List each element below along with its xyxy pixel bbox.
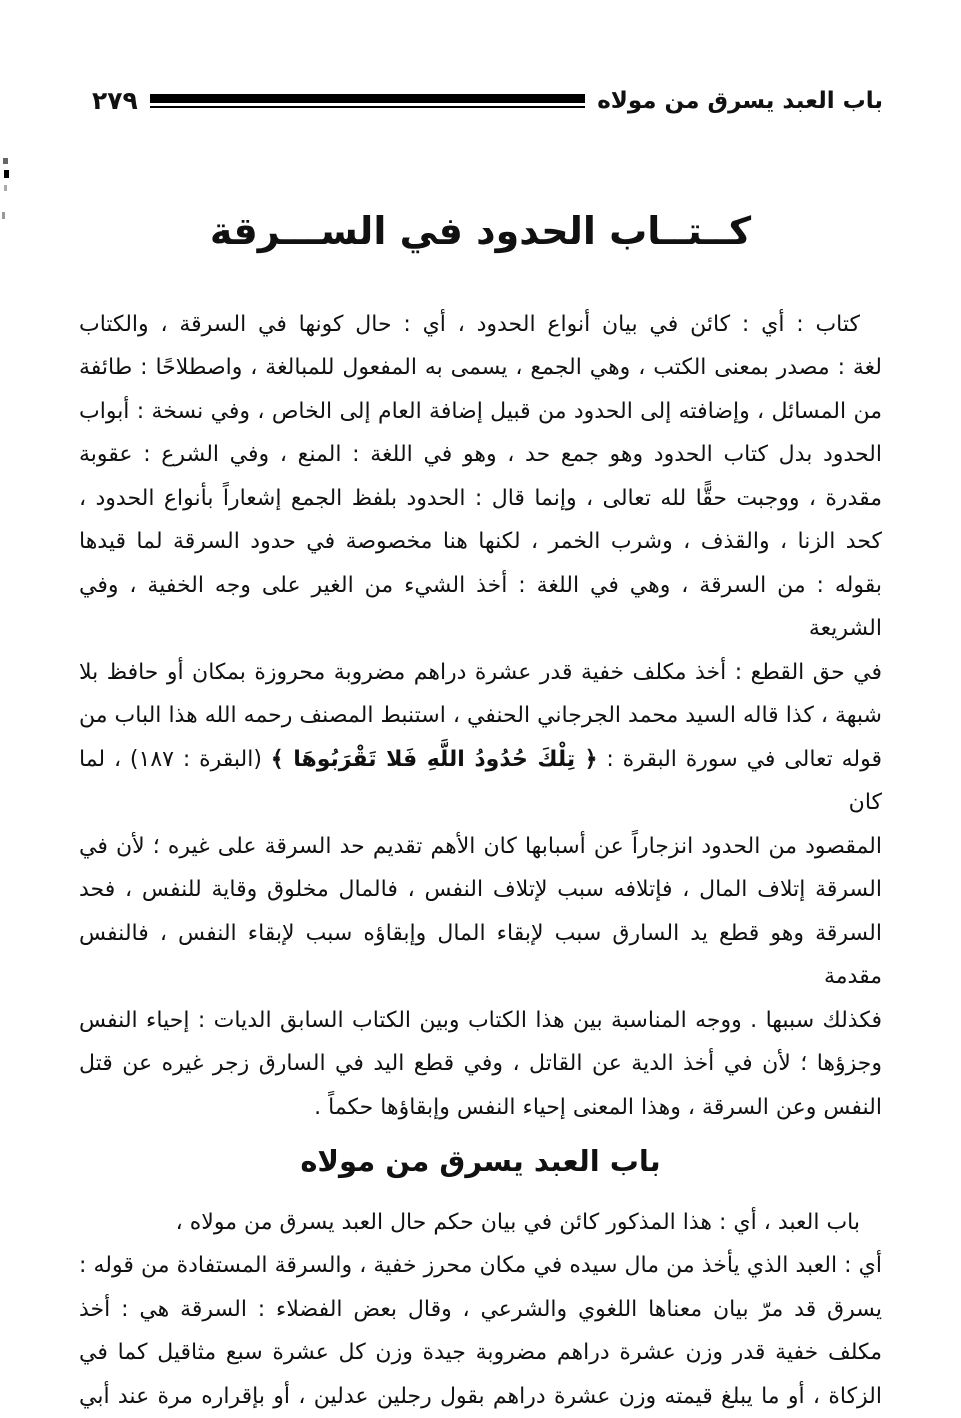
verse-line-post: (البقرة : ١٨٧) ، لما كان (79, 746, 882, 816)
header-rule-thin-line (150, 106, 585, 108)
text-line: وجزؤها ؛ لأن في أخذ الدية عن القاتل ، وفي قطع اليد في السارق زجر غيره عن قتل (79, 1051, 882, 1077)
text-line: السرقة إتلاف المال ، فإتلافه سبب لإتلاف النفس ، فالمال مخلوق وقاية للنفس ، فحد (79, 877, 882, 903)
text-line: كتاب : أي : كائن في بيان أنواع الحدود ، أي : حال كونها في السرقة ، والكتاب (79, 311, 860, 337)
verse-line-pre: قوله تعالى في سورة البقرة : (597, 746, 883, 772)
text-line: الحدود بدل كتاب الحدود وهو جمع حد ، وهو في اللغة : المنع ، وفي الشرع : عقوبة (79, 442, 882, 468)
text-line: النفس وعن السرقة ، وهذا المعنى إحياء النفس وإبقاؤها حكماً . (314, 1094, 882, 1120)
text-line: مكلف خفية قدر وزن عشرة دراهم مضروبة جيدة وزن كل عشرة سبع مثاقيل كما في (79, 1340, 882, 1366)
text-line-with-quran-verse (79, 738, 882, 825)
text-line: مقدرة ، ووجبت حقًّا لله تعالى ، وإنما قال : الحدود بلفظ الجمع إشعاراً بأنواع الحدود ، (79, 485, 882, 511)
text-line: يسرق قد مرّ بيان معناها اللغوي والشرعي ، وقال بعض الفضلاء : السرقة هي : أخذ (79, 1296, 882, 1322)
header-rule-thick-bar (150, 94, 585, 103)
text-line: من المسائل ، وإضافته إلى الحدود من قبيل إضافة العام إلى الخاص ، وفي نسخة : أبواب (79, 398, 882, 424)
scan-speck (4, 170, 9, 178)
text-line: المقصود من الحدود انزجاراً عن أسبابها كان الأهم تقديم حد السرقة على غيره ؛ لأن في (79, 833, 882, 859)
text-line: السرقة وهو قطع يد السارق سبب لإبقاء المال وإبقاؤه سبب لإبقاء النفس ، فالنفس مقدمة (79, 920, 882, 990)
text-line: في حق القطع : أخذ مكلف خفية قدر عشرة دراهم مضروبة محروزة بمكان أو حافظ بلا (79, 659, 882, 685)
text-line: كحد الزنا ، والقذف ، وشرب الخمر ، لكنها هنا مخصوصة في حدود السرقة لما قيدها (79, 529, 882, 555)
chapter-heading: باب العبد يسرق من مولاه (300, 1144, 661, 1179)
running-chapter-title: باب العبد يسرق من مولاه (597, 87, 883, 114)
bab-commentary-paragraph (0, 1201, 961, 1418)
quran-verse: ﴿ تِلْكَ حُدُودُ اللَّهِ فَلا تَقْرَبُوهَا ﴾ (270, 746, 598, 772)
text-line: فكذلك سببها . ووجه المناسبة بين هذا الكتاب وبين الكتاب السابق الديات : إحياء النفس (79, 1007, 882, 1033)
scan-speck (3, 158, 8, 164)
text-line: شبهة ، كذا قاله السيد محمد الجرجاني الحنفي ، استنبط المصنف رحمه الله هذا الباب من (79, 703, 882, 729)
text-line: باب العبد ، أي : هذا المذكور كائن في بيان حكم حال العبد يسرق من مولاه ، (175, 1209, 860, 1235)
page-header (0, 86, 961, 115)
scan-speck (4, 185, 7, 191)
text-line: لغة : مصدر بمعنى الكتب ، وهي الجمع ، يسمى به المفعول للمبالغة ، واصطلاحًا : طائفة (79, 355, 882, 381)
kitab-commentary-paragraph (0, 303, 961, 1130)
page-number: ٢٧٩ (92, 86, 138, 115)
book-title: كــتــاب الحدود في الســـرقة (209, 209, 752, 253)
text-line: الزكاة ، أو ما يبلغ قيمته وزن عشرة دراهم بقول رجلين عدلين ، أو بإقراره مرة عند أبي (79, 1383, 882, 1409)
header-rule (150, 94, 585, 108)
text-line: أي : العبد الذي يأخذ من مال سيده في مكان محرز خفية ، والسرقة المستفادة من قوله : (79, 1253, 882, 1279)
text-line: بقوله : من السرقة ، وهي في اللغة : أخذ الشيء من الغير على وجه الخفية ، وفي الشريعة (79, 572, 882, 642)
scan-speck (2, 212, 5, 219)
